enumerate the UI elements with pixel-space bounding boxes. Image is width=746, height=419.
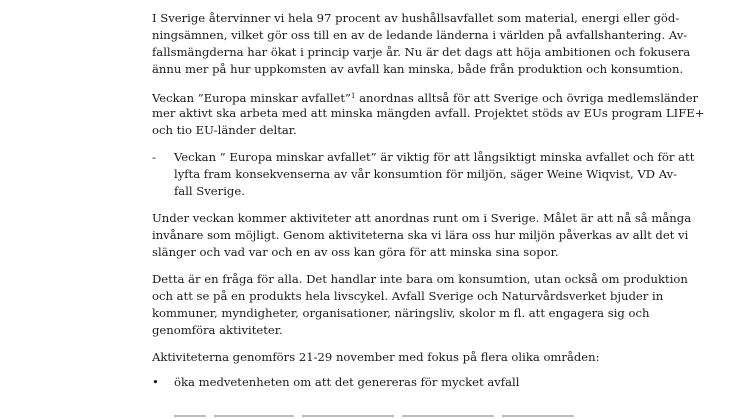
paragraph-2-line-1 [152, 89, 698, 106]
paragraph-1-line-4: ännu mer på hur uppkomsten av avfall kan minska, både från produktion och konsumtion. [152, 62, 684, 76]
paragraph-1-line-2: ningsämnen, vilket gör oss till en av de ledande länderna i världen på avfallshantering. Av- [152, 28, 688, 42]
paragraph-4-line-2: och att se på en produkts hela livscykel. Avfall Sverige och Naturvårdsverket bjuder in [152, 289, 664, 303]
paragraph-3-line-2: invånare som möjligt. Genom aktiviteterna ska vi lära oss hur miljön påverkas av allt det vi [152, 228, 689, 242]
quote-line-2: lyfta fram konsekvenserna av vår konsumtion för miljön, säger Weine Wiqvist, VD Av- [174, 167, 678, 181]
quote-line-3: fall Sverige. [174, 184, 245, 198]
paragraph-2-text-start: Veckan ”Europa minskar avfallet” [152, 91, 351, 105]
cut-off-text-fragment [174, 415, 574, 417]
paragraph-1-line-1: I Sverige återvinner vi hela 97 procent av hushållsavfallet som material, energi eller göd- [152, 11, 680, 25]
paragraph-4-line-1: Detta är en fråga för alla. Det handlar inte bara om konsumtion, utan också om produktion [152, 272, 688, 286]
footnote-marker: 1 [350, 92, 356, 100]
quote-dash-marker: - [152, 150, 156, 164]
quote-line-1: Veckan ” Europa minskar avfallet” är viktig för att långsiktigt minska avfallet och för att [174, 150, 695, 164]
bullet-marker: • [152, 375, 159, 389]
bullet-item-1: öka medvetenheten om att det genereras för mycket avfall [174, 375, 520, 389]
paragraph-5-line-1: Aktiviteterna genomförs 21-29 november med fokus på flera olika områden: [152, 350, 600, 364]
paragraph-4-line-4: genomföra aktiviteter. [152, 323, 283, 337]
paragraph-1-line-3: fallsmängderna har ökat i princip varje år. Nu är det dags att höja ambitionen och fokusera [152, 45, 691, 59]
paragraph-3-line-1: Under veckan kommer aktiviteter att anordnas runt om i Sverige. Målet är att nå så många [152, 211, 692, 225]
paragraph-4-line-3: kommuner, myndigheter, organisationer, näringsliv, skolor m fl. att engagera sig och [152, 306, 650, 320]
paragraph-3-line-3: slänger och vad var och en av oss kan göra för att minska sina sopor. [152, 245, 559, 259]
paragraph-2-line-3: och tio EU-länder deltar. [152, 123, 297, 137]
paragraph-2-line-2: mer aktivt ska arbeta med att minska mängden avfall. Projektet stöds av EUs program LIFE+ [152, 106, 705, 120]
paragraph-2-text-end: anordnas alltså för att Sverige och övriga medlemsländer [355, 91, 699, 105]
cut-off-next-line [152, 406, 582, 419]
